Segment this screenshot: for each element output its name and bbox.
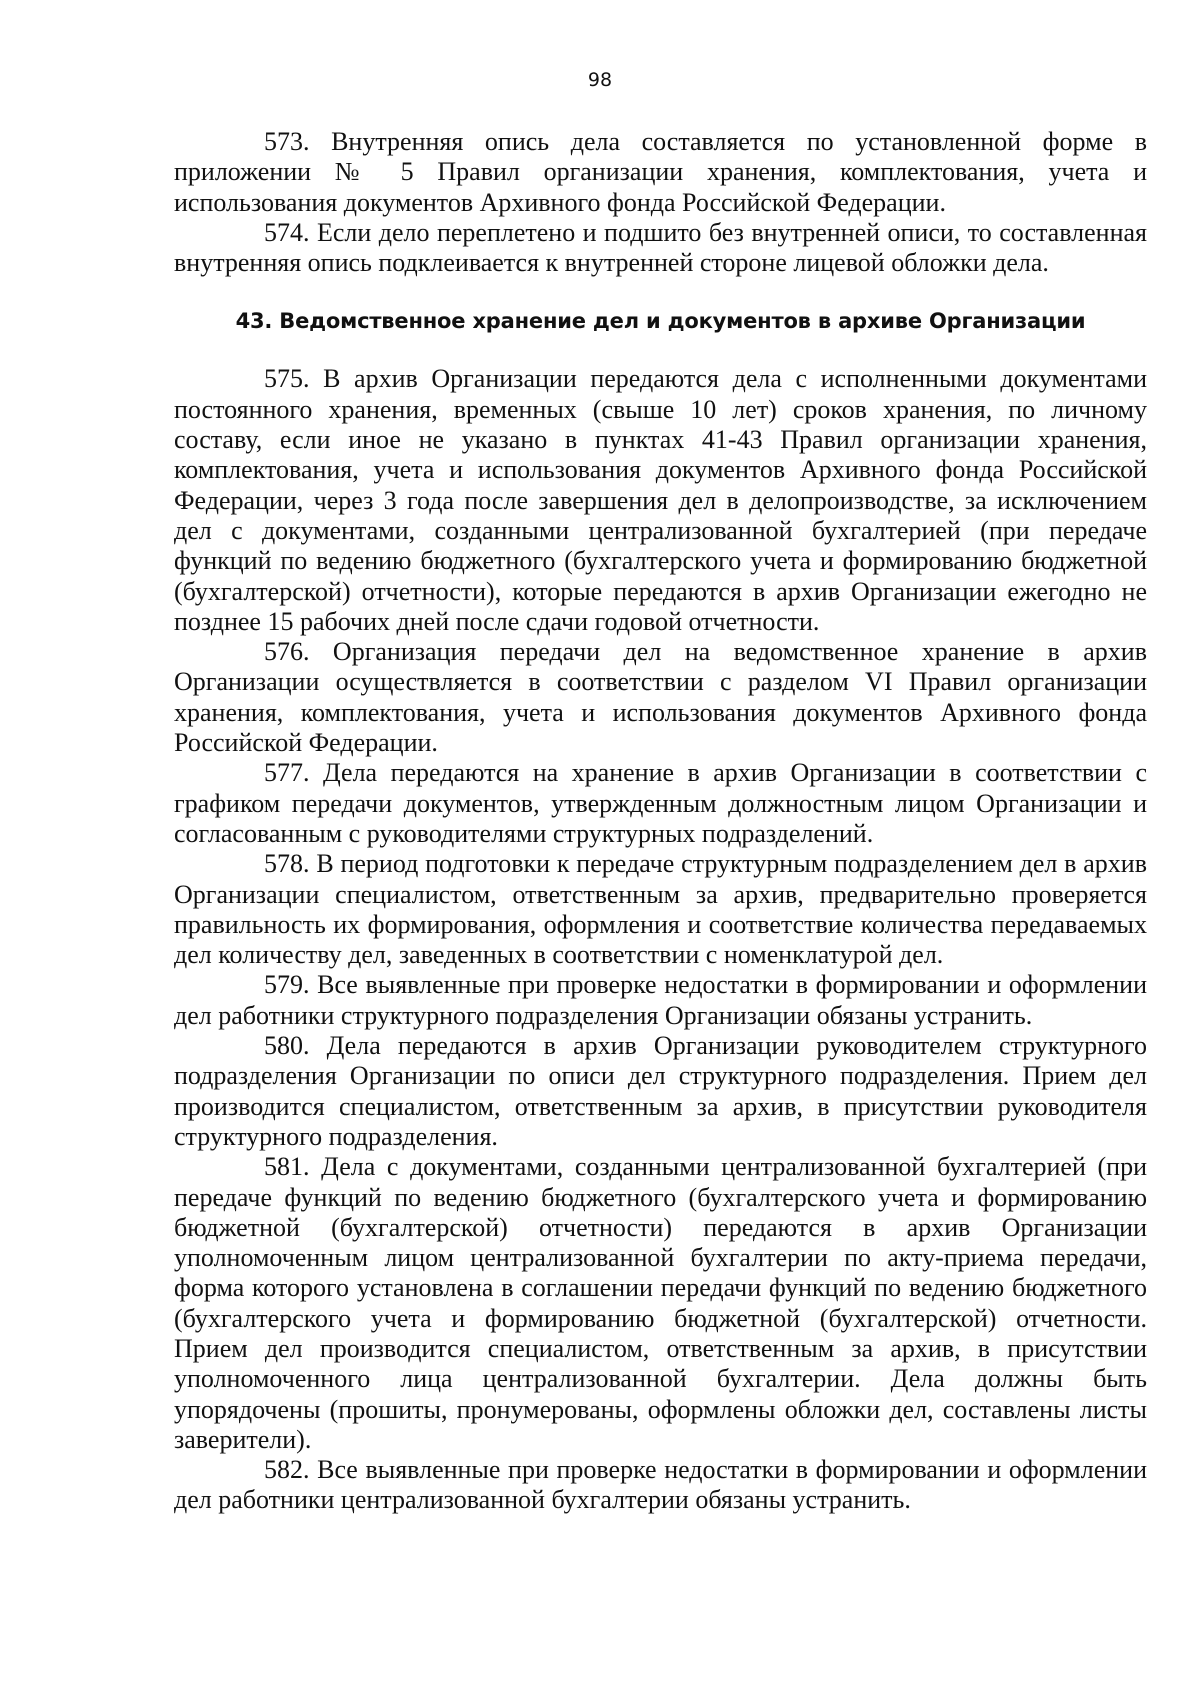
paragraph-578: 578. В период подготовки к передаче структурным подразделением дел в архив Организации специалистом, ответственным за архив, предварительно проверяется правильность их формирования, оформления и соответствие количества передаваемых дел количеству дел, заведенных в соответствии с номенклатурой дел. [174,849,1147,970]
paragraph-581: 581. Дела с документами, созданными централизованной бухгалтерией (при передаче функций по ведению бюджетного (бухгалтерского учета и формированию бюджетной (бухгалтерской) отчетности) передаются в архив Организации уполномоченным лицом централизованной бухгалтерии по акту-приема передачи, форма которого установлена в соглашении передачи функций по ведению бюджетного (бухгалтерского учета и формированию бюджетной (бухгалтерской) отчетности. Прием дел производится специалистом, ответственным за архив, в присутствии уполномоченного лица централизованной бухгалтерии. Дела должны быть упорядочены (прошиты, пронумерованы, оформлены обложки дел, составлены листы заверители). [174,1152,1147,1454]
paragraph-577: 577. Дела передаются на хранение в архив Организации в соответствии с графиком передачи документов, утвержденным должностным лицом Организации и согласованным с руководителями структурных подразделений. [174,758,1147,848]
paragraph-579: 579. Все выявленные при проверке недостатки в формировании и оформлении дел работники структурного подразделения Организации обязаны устранить. [174,970,1147,1030]
paragraph-582: 582. Все выявленные при проверке недостатки в формировании и оформлении дел работники централизованной бухгалтерии обязаны устранить. [174,1455,1147,1515]
paragraph-580: 580. Дела передаются в архив Организации руководителем структурного подразделения Организации по описи дел структурного подразделения. Прием дел производится специалистом, ответственным за архив, в присутствии руководителя структурного подразделения. [174,1031,1147,1151]
section-heading: 43. Ведомственное хранение дел и документов в архиве Организации [235,309,1086,334]
paragraph-574: 574. Если дело переплетено и подшито без внутренней описи, то составленная внутренняя опись подклеивается к внутренней стороне лицевой обложки дела. [174,217,1147,278]
document-body [174,127,1147,1516]
paragraph-576: 576. Организация передачи дел на ведомственное хранение в архив Организации осуществляется в соответствии с разделом VI Правил организации хранения, комплектования, учета и использования документов Архивного фонда Российской Федерации. [174,637,1147,758]
paragraph-575: 575. В архив Организации передаются дела с исполненными документами постоянного хранения, временных (свыше 10 лет) сроков хранения, по личному составу, если иное не указано в пунктах 41-43 Правил организации хранения, комплектования, учета и использования документов Архивного фонда Российской Федерации, через 3 года после завершения дел в делопроизводстве, за исключением дел с документами, созданными централизованной бухгалтерией (при передаче функций по ведению бюджетного (бухгалтерского учета и формированию бюджетной (бухгалтерской) отчетности), которые передаются в архив Организации ежегодно не позднее 15 рабочих дней после сдачи годовой отчетности. [174,364,1147,636]
page-number: 98 [587,69,613,91]
paragraph-573: 573. Внутренняя опись дела составляется по установленной форме в приложении № 5 Правил организации хранения, комплектования, учета и использования документов Архивного фонда Российской Федерации. [174,127,1147,217]
